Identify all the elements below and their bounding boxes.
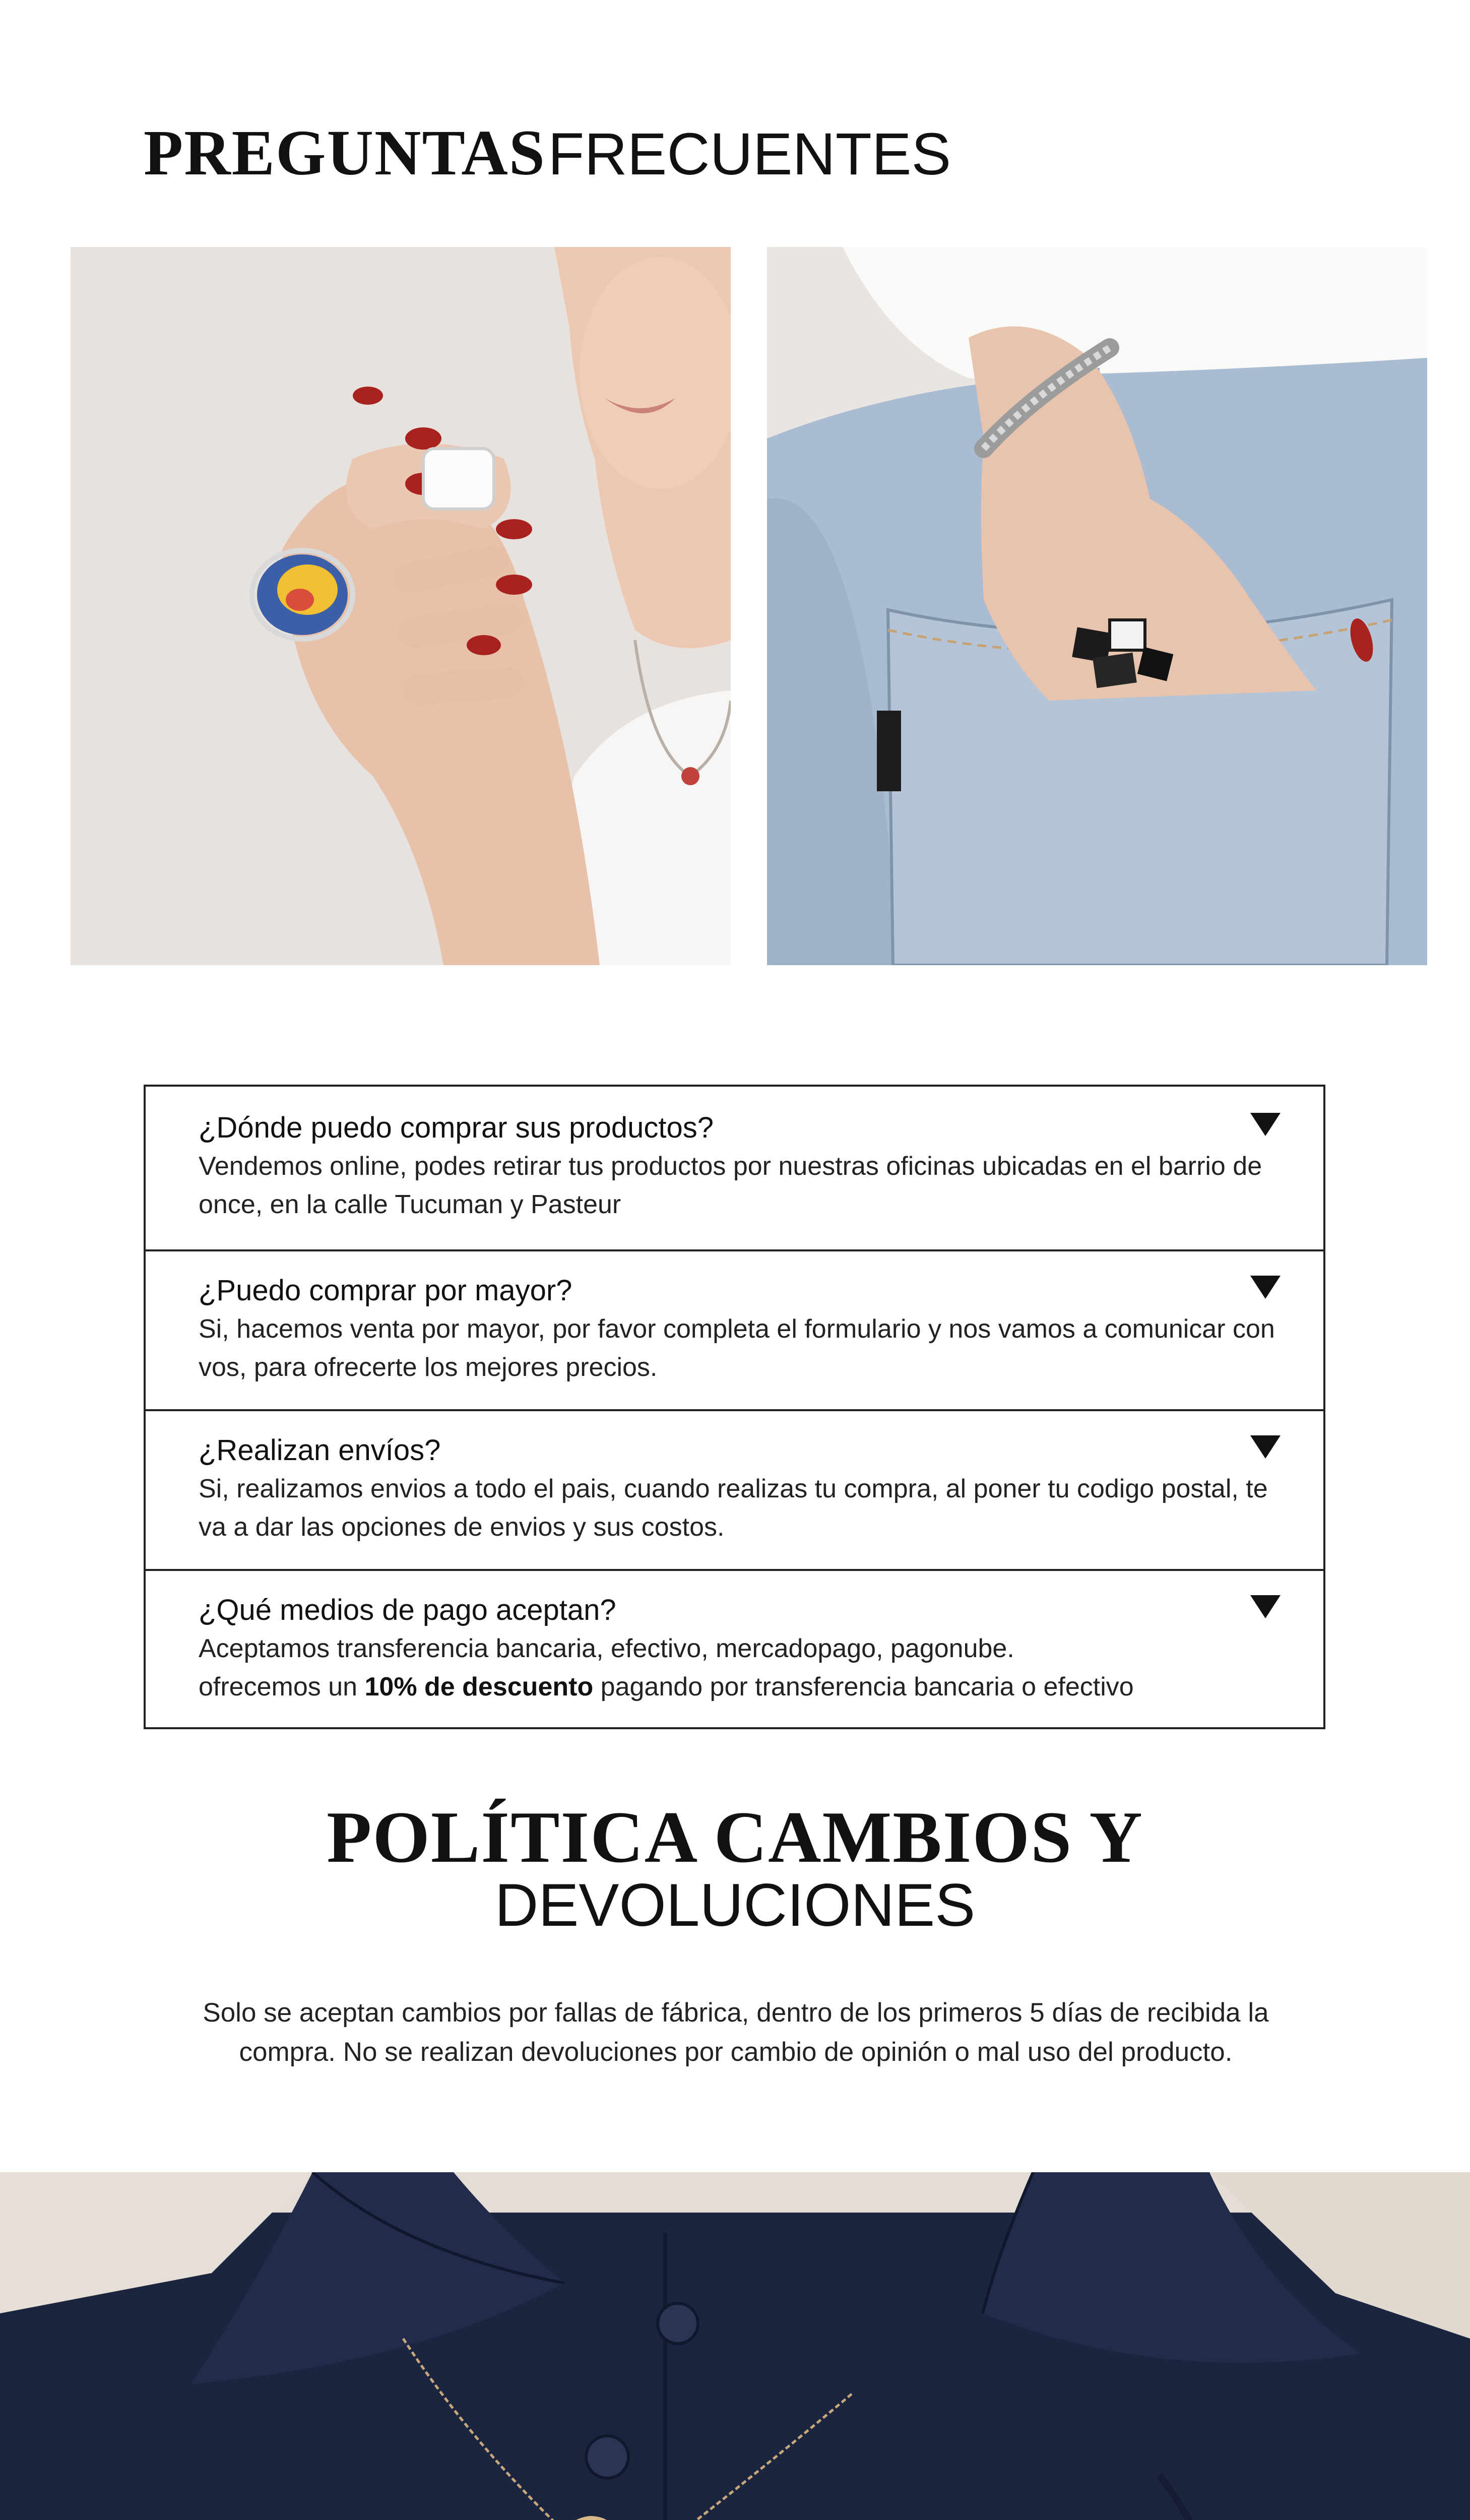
- cambios-title: POLÍTICA CAMBIOS Y: [327, 1796, 1143, 1878]
- triangle-down-icon[interactable]: [1250, 1435, 1281, 1459]
- cambios-subtitle: DEVOLUCIONES: [494, 1871, 976, 1939]
- faq-question[interactable]: ¿Qué medios de pago aceptan?: [199, 1594, 616, 1626]
- answer-text: ofrecemos un: [199, 1672, 358, 1702]
- faq-item[interactable]: [146, 1409, 1323, 1571]
- faq-answer: Vendemos online, podes retirar tus productos por nuestras oficinas ubicadas en el barrio de once, en la calle Tucuman y Pasteur: [199, 1152, 1262, 1219]
- photo-hands-rings: [71, 247, 731, 965]
- faq-answer: Si, realizamos envios a todo el pais, cuando realizas tu compra, al poner tu codigo postal, te va a dar las opciones de envios y sus costos.: [199, 1474, 1268, 1542]
- faq-item[interactable]: [146, 1249, 1323, 1411]
- discount-highlight: 10% de descuento: [364, 1672, 594, 1702]
- faq-question[interactable]: ¿Puedo comprar por mayor?: [199, 1274, 572, 1307]
- faq-accordion: [144, 1085, 1325, 1729]
- answer-text: pagando por transferencia bancaria o efectivo: [600, 1672, 1134, 1702]
- photo-jeans-pocket: [767, 247, 1427, 965]
- triangle-down-icon[interactable]: [1250, 1595, 1281, 1618]
- faq-title-bold: PREGUNTAS: [144, 117, 546, 188]
- faq-answer-line: Aceptamos transferencia bancaria, efectivo, mercadopago, pagonube.: [199, 1634, 1014, 1663]
- photo-shirt-necklace: [0, 2172, 1470, 2520]
- cambios-text: Solo se aceptan cambios por fallas de fábrica, dentro de los primeros 5 días de recibida la compra. No se realizan devoluciones por cambio de opinión o mal uso del producto.: [203, 1998, 1269, 2067]
- triangle-down-icon[interactable]: [1250, 1113, 1281, 1136]
- faq-title: [144, 115, 951, 191]
- faq-question[interactable]: ¿Realizan envíos?: [199, 1434, 441, 1467]
- triangle-down-icon[interactable]: [1250, 1276, 1281, 1299]
- faq-question[interactable]: ¿Dónde puedo comprar sus productos?: [199, 1111, 714, 1144]
- faq-answer: Si, hacemos venta por mayor, por favor completa el formulario y nos vamos a comunicar con vos, para ofrecerte los mejores precios.: [199, 1314, 1275, 1382]
- faq-item[interactable]: [146, 1569, 1323, 1727]
- faq-item[interactable]: [146, 1087, 1323, 1251]
- faq-answer: [199, 1629, 1286, 1706]
- faq-title-light: FRECUENTES: [548, 121, 951, 187]
- faq-answer-line: [199, 1668, 1286, 1706]
